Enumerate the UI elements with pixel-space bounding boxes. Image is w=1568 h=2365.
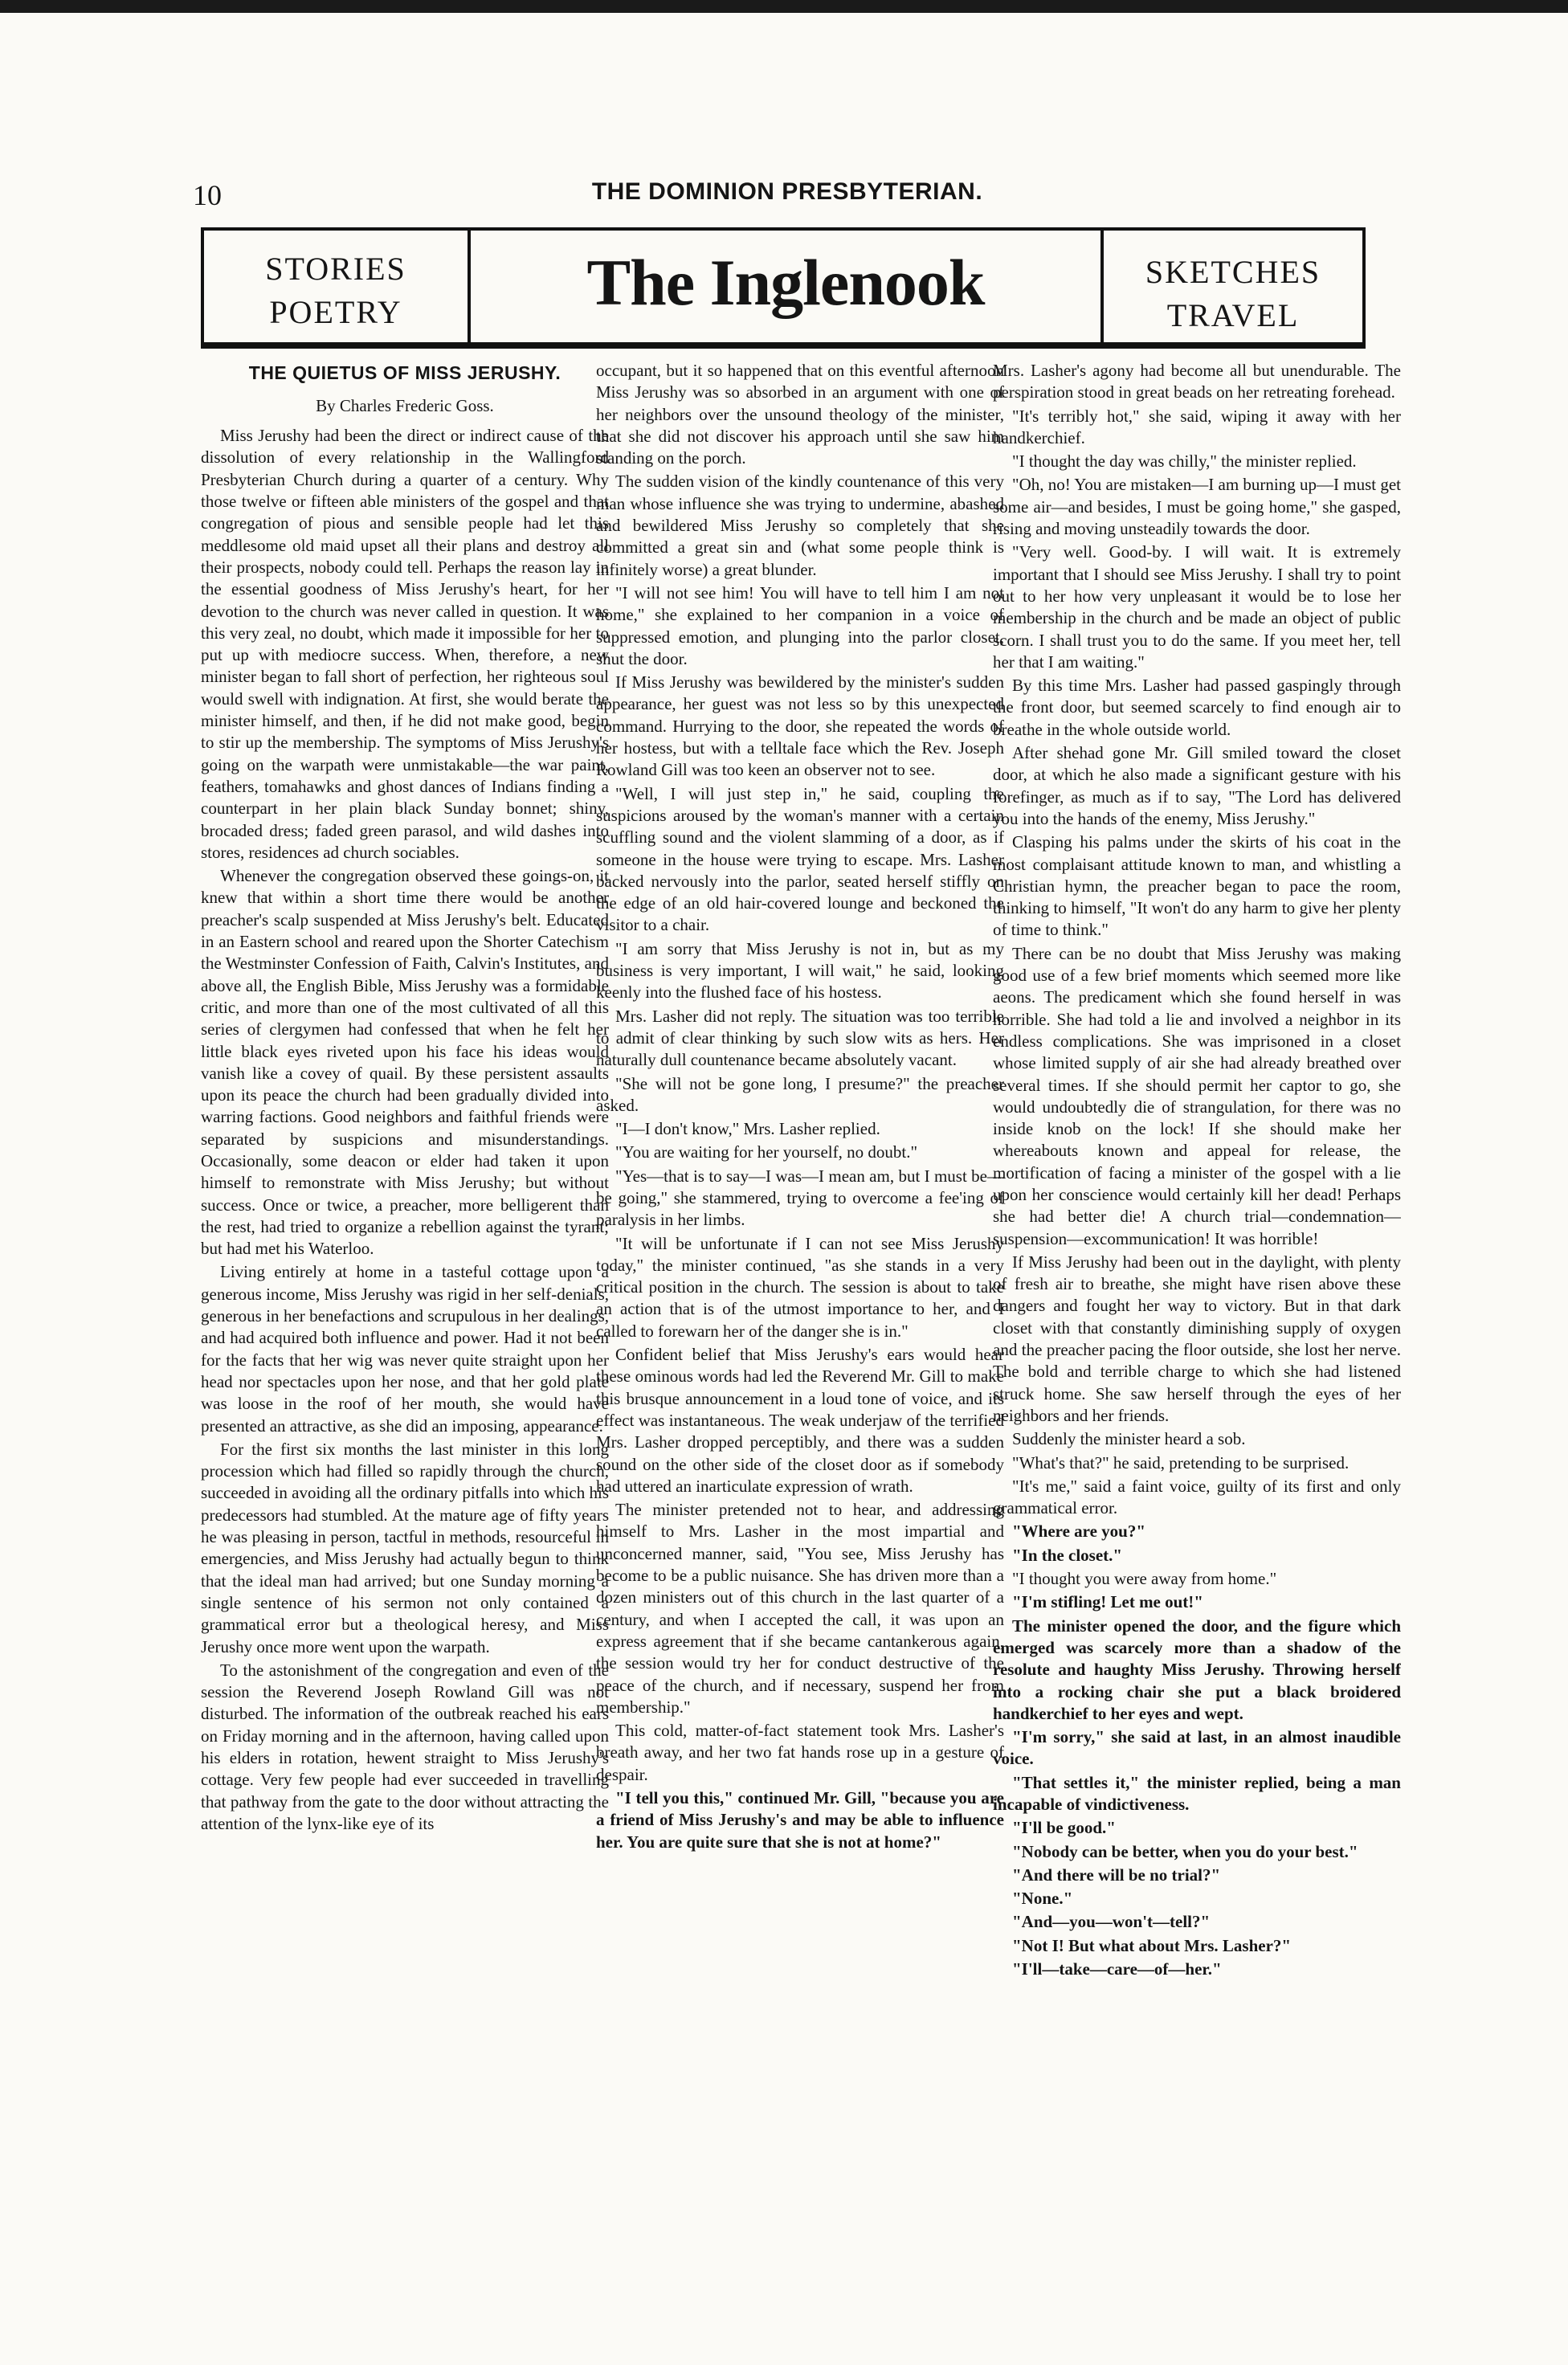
- story-title: THE QUIETUS OF MISS JERUSHY.: [248, 362, 561, 383]
- paragraph: Suddenly the minister heard a sob.: [1012, 1429, 1246, 1449]
- paragraph: "I am sorry that Miss Jerushy is not in, but as my business is very important, I will wait," he said, looking keenly into the flushed face of his hostess.: [596, 938, 1004, 1003]
- paragraph: "Where are you?": [1012, 1522, 1146, 1542]
- paragraph: To the astonishment of the congregation and even of the session the Reverend Joseph Rowland Gill was not disturbed. The information of the outbreak reached his ears on Friday morning and in the afternoon, having called upon his elders in rotation, hewent straight to Miss Jerushy's cottage. Very few people had ever succeeded in travelling that pathway from the gate to the door without attracting the attention of the lynx-like eye of its: [201, 1660, 609, 1833]
- paragraph: "Well, I will just step in," he said, coupling the suspicions aroused by the woman's manner with a certain scuffling sound and the violent slamming of a door, as if someone in the house were trying to escape. Mrs. Lasher backed nervously into the parlor, seated herself stiffly on the edge of an old hair-covered lounge and beckoned the visitor to a chair.: [596, 783, 1004, 935]
- paragraph: "I—I don't know," Mrs. Lasher replied.: [615, 1119, 880, 1139]
- story-byline: By Charles Frederic Goss.: [316, 395, 494, 415]
- paragraph: "I will not see him! You will have to tell him I am not home," she explained to her companion in a voice of suppressed emotion, and plunging into the parlor closet, shut the door.: [596, 582, 1004, 668]
- paragraph: "You are waiting for her yourself, no doubt.": [615, 1142, 918, 1162]
- paragraph: The sudden vision of the kindly countenance of this very man whose influence she was trying to undermine, abashed and bewildered Miss Jerushy so completely that she committed a great sin and (what some people think is infinitely worse) a great blunder.: [596, 472, 1004, 579]
- paragraph: "What's that?" he said, pretending to be surprised.: [1012, 1452, 1350, 1473]
- paragraph: The minister opened the door, and the figure which emerged was scarcely more than a shadow of the resolute and haughty Miss Jerushy. Throwing herself into a rocking chair she put a black broidered handkerchief to her eyes and wept.: [993, 1615, 1401, 1723]
- paragraph: "None.": [1012, 1889, 1073, 1909]
- running-head: [193, 178, 1382, 210]
- paragraph: The minister pretended not to hear, and addressing himself to Mrs. Lasher in the most impartial and unconcerned manner, said, "You see, Miss Jerushy has become to be a public nuisance. She has driven more than a dozen ministers out of this church in the last quarter of a century, and when I accepted the call, it was upon an express agreement that if she became cantankerous again, the session would try her for conduct destructive of the peace of the church, and if necessary, suspend her from membership.": [596, 1500, 1004, 1717]
- paragraph: Mrs. Lasher's agony had become all but unendurable. The perspiration stood in great beads on her retreating forehead.: [993, 361, 1401, 402]
- paragraph: "I'm sorry," she said at last, in an almost inaudible voice.: [993, 1727, 1401, 1769]
- paragraph: "It's me," said a faint voice, guilty of its first and only grammatical error.: [993, 1476, 1401, 1518]
- masthead-label-stories: STORIES: [265, 251, 406, 287]
- paragraph: Miss Jerushy had been the direct or indirect cause of the dissolution of every relationship in the Wallingford Presbyterian Church during a quarter of a century. Why those twelve or fifteen able ministers of the gospel and that congregation of pious and sensible people had let this meddlesome old maid upset all their plans and destroy all their prospects, nobody could tell. Perhaps the reason lay in the essential goodness of Miss Jerushy's heart, for her devotion to the church was never called in question. It was this very zeal, no doubt, which made it impossible for her to put up with mediocre success. When, therefore, a new minister began to fall short of perfection, her righteous soul would swell with indignation. At first, she would berate the minister himself, and then, if he did not make good, begin to stir up the membership. The symptoms of Miss Jerushy's going on the warpath were unmistakable—the war paint, feathers, tomahawks and ghost dances of Indians finding a counterpart in her plain black Sunday bonnet; shiny, brocaded dress; faded green parasol, and wild dashes into stores, residences ad church sociables.: [201, 426, 609, 862]
- paragraph: "In the closet.": [1012, 1545, 1123, 1565]
- paragraph: "She will not be gone long, I presume?" the preacher asked.: [596, 1073, 1004, 1115]
- paragraph: "I'm stifling! Let me out!": [1012, 1592, 1203, 1612]
- paragraph: Whenever the congregation observed these goings-on, it knew that within a short time there would be another preacher's scalp suspended at Miss Jerushy's belt. Educated in an Eastern school and reared upon the Shorter Catechism the Westminster Confession of Faith, Calvin's Institutes, and above all, the English Bible, Miss Jerushy was a formidable critic, and more than one of the most cultivated of all this series of clergymen had confessed that when he felt her little black eyes riveted upon his face his ideas would vanish like a covey of quail. By these persistent assaults upon its peace the church had been gradually divided into warring factions. Good neighbors and faithful friends were separated by suspicions and misunderstandings. Occasionally, some deacon or elder had taken it upon himself to remonstrate with Miss Jerushy; but without success. Once or twice, a preacher, more belligerent than the rest, had tried to organize a rebellion against the tyrant; but had met his Waterloo.: [201, 866, 609, 1259]
- masthead-right-box: [1100, 231, 1366, 342]
- paragraph: For the first six months the last minister in this long procession which had filled so rapidly through the church, succeeded in avoiding all the ordinary pitfalls into which his predecessors had stumbled. At the mature age of fifty years he was pleasing in person, tactful in methods, resourceful in emergencies, and Miss Jerushy had actually begun to think that the ideal man had arrived; but one Sunday morning a single sentence of his sermon not only contained a grammatical error but a theological heresy, and Miss Jerushy once more went upon the warpath.: [201, 1439, 609, 1656]
- scan-border: [0, 0, 1568, 13]
- masthead-label-travel: TRAVEL: [1166, 297, 1300, 333]
- paragraph: "Nobody can be better, when you do your best.": [1012, 1841, 1358, 1861]
- masthead-label-sketches: SKETCHES: [1145, 254, 1321, 290]
- paragraph: There can be no doubt that Miss Jerushy was making good use of a few brief moments which seemed more like aeons. The predicament which she found herself in was horrible. She had told a lie and involved a neighbor in its endless complications. She was imprisoned in a closet whose limited supply of air she had already breathed over several times. If she should permit her captor to go, she would undoubtedly die of strangulation, for there was no inside knob on the lock! If she should make her whereabouts known and appeal for release, the mortification of facing a minister of the gospel with a lie upon her conscience would certainly kill her dead! Perhaps she had better die! A church trial—condemnation—suspension—excommunication! It was horrible!: [993, 943, 1401, 1248]
- paragraph: If Miss Jerushy had been out in the daylight, with plenty of fresh air to breathe, she might have risen above these dangers and fought her way to victory. But in that dark closet with that constantly diminishing supply of oxygen and the preacher pacing the floor outside, she lost her nerve. The bold and terrible charge to which she had listened struck home. She saw herself through the eyes of her neighbors and her friends.: [993, 1252, 1401, 1425]
- paragraph: Living entirely at home in a tasteful cottage upon a generous income, Miss Jerushy was rigid in her self-denials, generous in her benefactions and scrupulous in her dealings, and had acquired both influence and power. Had it not been for the facts that her wig was never quite straight upon her head nor spectacles upon her nose, and that her gold plate was loose in the roof of her mouth, she would have presented an attractive, as she did an imposing, appearance.: [201, 1262, 609, 1436]
- paragraph: "It's terribly hot," she said, wiping it away with her handkerchief.: [993, 406, 1401, 447]
- article-column-1: [201, 360, 609, 2232]
- paragraph: "I'll be good.": [1012, 1818, 1116, 1838]
- masthead-title: The Inglenook: [586, 246, 985, 319]
- paragraph: "I tell you this," continued Mr. Gill, "because you are a friend of Miss Jerushy's and may be able to influence her. You are quite sure that she is not at home?": [596, 1788, 1004, 1852]
- paragraph: "Oh, no! You are mistaken—I am burning up—I must get some air—and besides, I must be going home," she gasped, rising and moving unsteadily towards the door.: [993, 475, 1401, 539]
- paragraph: By this time Mrs. Lasher had passed gaspingly through the front door, but seemed scarcely to find enough air to breathe in the whole outside world.: [993, 676, 1401, 739]
- paragraph: "Not I! But what about Mrs. Lasher?": [1012, 1935, 1292, 1955]
- paragraph: Clasping his palms under the skirts of his coat in the most complaisant attitude known to man, and whistling a Christian hymn, the preacher began to pace the room, thinking to himself, "It won't do any harm to give her plenty of time to think.": [993, 832, 1401, 940]
- paragraph: This cold, matter-of-fact statement took Mrs. Lasher's breath away, and her two fat hands rose up in a gesture of despair.: [596, 1721, 1004, 1784]
- paragraph: "I thought the day was chilly," the minister replied.: [1012, 451, 1357, 472]
- paragraph: After shehad gone Mr. Gill smiled toward the closet door, at which he also made a significant gesture with his forefinger, as much as if to say, "The Lord has delivered you into the hands of the enemy, Miss Jerushy.": [993, 743, 1401, 828]
- journal-title: THE DOMINION PRESBYTERIAN.: [591, 178, 983, 205]
- paragraph: "I'll—take—care—of—her.": [1012, 1959, 1222, 1979]
- paragraph: "I thought you were away from home.": [1012, 1569, 1277, 1589]
- masthead-label-poetry: POETRY: [269, 294, 402, 330]
- paragraph: "And—you—won't—tell?": [1012, 1912, 1211, 1932]
- masthead-left-box: [201, 231, 471, 342]
- paragraph: "That settles it," the minister replied, being a man incapable of vindictiveness.: [993, 1772, 1401, 1814]
- masthead-bottom-rule: [201, 342, 1366, 349]
- page-number: 10: [193, 179, 222, 211]
- paragraph: "Yes—that is to say—I was—I mean am, but I must be—be going," she stammered, trying to overcome a fee'ing of paralysis in her limbs.: [596, 1166, 1004, 1230]
- paragraph: If Miss Jerushy was bewildered by the minister's sudden appearance, her guest was not less so by this unexpected command. Hurrying to the door, she repeated the words of her hostess, but with a telltale face which the Rev. Joseph Rowland Gill was too keen an observer not to see.: [596, 672, 1004, 780]
- paragraph: Mrs. Lasher did not reply. The situation was too terrible to admit of clear thinking by such slow wits as hers. Her naturally dull countenance became absolutely vacant.: [596, 1006, 1004, 1070]
- article-column-2: [596, 360, 1004, 2232]
- paragraph: Confident belief that Miss Jerushy's ears would hear these ominous words had led the Reverend Mr. Gill to make this brusque announcement in a loud tone of voice, and its effect was instantaneous. The weak underjaw of the terrified Mrs. Lasher dropped perceptibly, and there was a sudden sound on the other side of the closet door as if somebody had uttered an inarticulate expression of wrath.: [596, 1345, 1004, 1496]
- paragraph: "And there will be no trial?": [1012, 1865, 1221, 1885]
- section-masthead: [201, 227, 1366, 350]
- paragraph: occupant, but it so happened that on this eventful afternoon Miss Jerushy was so absorbed in an argument with one of her neighbors over the unsound theology of the minister, that she did not discover his approach until she saw him standing on the porch.: [596, 361, 1004, 468]
- paragraph: "Very well. Good-by. I will wait. It is extremely important that I should see Miss Jerushy. I shall try to point out to her how very unpleasant it would be to lose her membership in the church and be made an object of public scorn. I shall trust you to do the same. If you meet her, tell her that I am waiting.": [993, 542, 1401, 672]
- article-column-3: [993, 360, 1401, 2232]
- paragraph: "It will be unfortunate if I can not see Miss Jerushy today," the minister continued, "as she stands in a very critical position in the church. The session is about to take an action that is of the utmost importance to her, and I called to forewarn her of the danger she is in.": [596, 1233, 1004, 1341]
